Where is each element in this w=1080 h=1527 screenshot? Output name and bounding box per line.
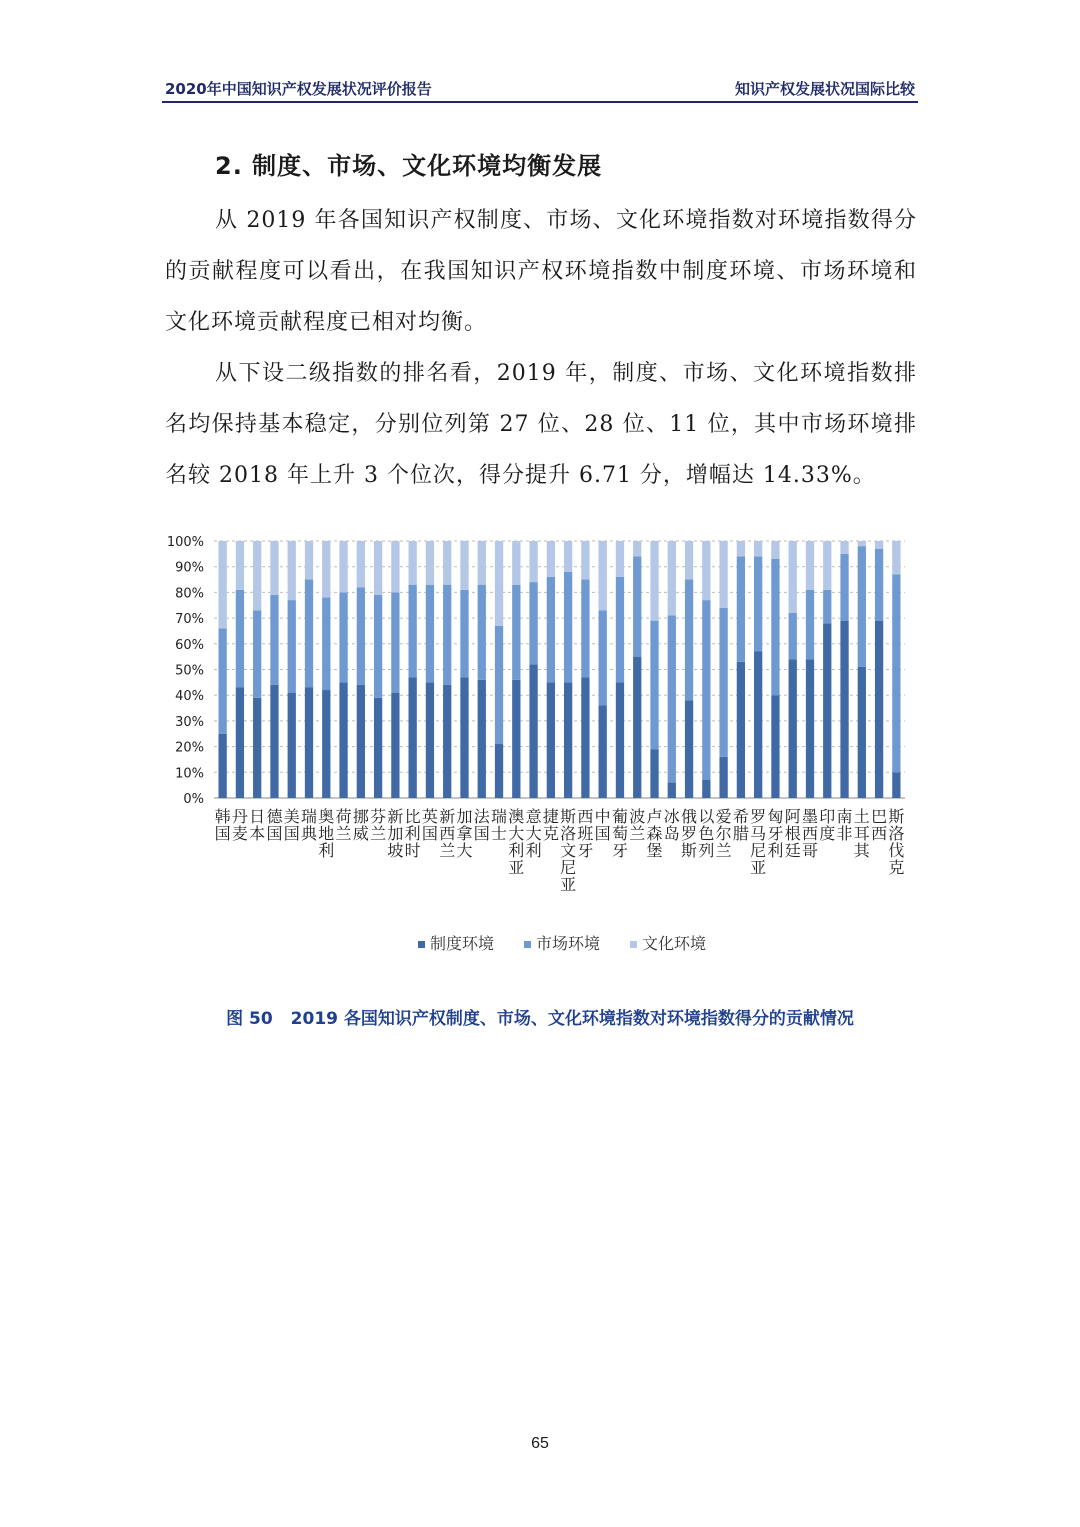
x-tick-label: 文	[560, 841, 577, 860]
x-tick-label: 俄	[681, 807, 698, 826]
x-tick-label: 墨	[801, 807, 818, 826]
bar-culture	[547, 541, 555, 577]
bar-institution	[702, 780, 710, 798]
x-tick-label: 国	[421, 824, 438, 843]
section-title: 2. 制度、市场、文化环境均衡发展	[215, 152, 603, 180]
x-tick-label: 国	[214, 824, 231, 843]
bar-culture	[581, 541, 589, 580]
x-tick-label: 荷	[335, 807, 352, 826]
bar-institution	[409, 677, 417, 798]
bar-institution	[288, 693, 296, 798]
bar-culture	[391, 541, 399, 592]
bar-culture	[409, 541, 417, 585]
bar-market	[478, 585, 486, 680]
x-tick-label: 兰	[629, 824, 646, 843]
bar-culture	[357, 541, 365, 587]
bar-culture	[840, 541, 848, 554]
x-tick-label: 利	[525, 841, 542, 860]
bar-market	[547, 577, 555, 682]
bar-culture	[270, 541, 278, 595]
x-tick-label: 南	[836, 807, 853, 826]
bar-institution	[581, 677, 589, 798]
x-tick-label: 尔	[715, 824, 732, 843]
bar-market	[789, 613, 797, 659]
bar-market	[702, 600, 710, 780]
y-tick-label: 100%	[166, 535, 204, 550]
bar-market	[305, 580, 313, 688]
bar-institution	[253, 698, 261, 798]
bar-institution	[685, 700, 693, 798]
x-tick-label: 坡	[387, 841, 404, 860]
bar-market	[253, 610, 261, 697]
y-tick-label: 30%	[175, 714, 204, 730]
bar-market	[892, 574, 900, 772]
x-tick-label: 西	[801, 824, 818, 843]
bar-culture	[288, 541, 296, 600]
x-tick-label: 英	[421, 807, 438, 826]
figure-caption	[0, 1004, 1080, 1029]
bar-market	[495, 626, 503, 744]
bar-institution	[443, 685, 451, 798]
legend-swatch	[524, 941, 531, 948]
bar-institution	[339, 682, 347, 798]
bar-culture	[460, 541, 468, 590]
bar-institution	[599, 705, 607, 798]
x-tick-label: 伐	[888, 841, 905, 860]
x-tick-label: 意	[525, 807, 542, 826]
bar-market	[616, 577, 624, 682]
x-tick-label: 国	[266, 824, 283, 843]
x-tick-label: 美	[283, 807, 300, 826]
bar-market	[529, 582, 537, 664]
bar-institution	[737, 662, 745, 798]
bar-culture	[719, 541, 727, 608]
x-tick-label: 色	[698, 824, 715, 843]
x-tick-label: 尼	[560, 858, 577, 877]
x-tick-label: 洛	[888, 824, 905, 843]
bar-culture	[771, 541, 779, 559]
bar-culture	[253, 541, 261, 610]
x-tick-label: 日	[249, 807, 266, 826]
bar-institution	[270, 685, 278, 798]
legend-label: 制度环境	[430, 934, 495, 953]
bar-market	[875, 549, 883, 621]
bar-culture	[650, 541, 658, 621]
bar-market	[685, 580, 693, 701]
x-tick-label: 牙	[767, 824, 784, 843]
x-tick-label: 芬	[370, 807, 387, 826]
x-tick-label: 国	[473, 824, 490, 843]
bar-market	[426, 585, 434, 683]
x-tick-label: 罗	[750, 807, 767, 826]
figure-caption-text: 2019 各国知识产权制度、市场、文化环境指数对环境指数得分的贡献情况	[290, 1009, 854, 1029]
bar-culture	[702, 541, 710, 600]
x-tick-label: 瑞	[301, 807, 318, 826]
bar-culture	[443, 541, 451, 585]
bar-market	[840, 554, 848, 621]
bar-market	[460, 590, 468, 677]
bar-market	[633, 556, 641, 656]
bar-institution	[754, 652, 762, 798]
x-tick-label: 萄	[611, 824, 628, 843]
x-tick-label: 爱	[715, 807, 732, 826]
x-tick-label: 国	[283, 824, 300, 843]
bar-market	[650, 621, 658, 750]
bar-culture	[633, 541, 641, 556]
bar-culture	[512, 541, 520, 585]
bar-institution	[495, 744, 503, 798]
bar-institution	[892, 772, 900, 798]
x-tick-label: 利	[318, 841, 335, 860]
x-tick-label: 廷	[784, 841, 801, 860]
x-tick-label: 耳	[853, 824, 870, 843]
bar-institution	[650, 749, 658, 798]
x-tick-label: 加	[387, 824, 404, 843]
y-tick-label: 20%	[175, 740, 204, 756]
bar-culture	[339, 541, 347, 592]
bar-institution	[218, 734, 226, 798]
bar-culture	[737, 541, 745, 556]
x-tick-label: 利	[404, 824, 421, 843]
bar-institution	[719, 757, 727, 798]
bar-institution	[616, 682, 624, 798]
x-tick-label: 西	[439, 824, 456, 843]
bar-institution	[858, 667, 866, 798]
x-tick-label: 大	[508, 824, 525, 843]
bar-culture	[892, 541, 900, 574]
bar-institution	[529, 664, 537, 798]
bar-institution	[547, 682, 555, 798]
x-tick-label: 根	[784, 824, 801, 843]
bar-institution	[512, 680, 520, 798]
bar-institution	[633, 657, 641, 798]
bar-institution	[357, 685, 365, 798]
x-tick-label: 法	[473, 807, 490, 826]
bar-culture	[858, 541, 866, 546]
bar-culture	[374, 541, 382, 595]
bar-institution	[236, 687, 244, 798]
header-chapter-title: 知识产权发展状况国际比较	[734, 80, 915, 98]
x-tick-label: 比	[404, 807, 421, 826]
bar-institution	[322, 690, 330, 798]
bar-culture	[236, 541, 244, 590]
y-tick-label: 50%	[175, 663, 204, 679]
x-tick-label: 威	[352, 824, 369, 843]
bar-market	[823, 590, 831, 623]
bar-institution	[478, 680, 486, 798]
x-tick-label: 奥	[318, 807, 335, 826]
figure-number: 图 50	[226, 1009, 273, 1029]
x-tick-label: 斯	[681, 841, 698, 860]
x-tick-label: 兰	[370, 824, 387, 843]
x-tick-label: 非	[836, 824, 853, 843]
x-tick-label: 利	[767, 841, 784, 860]
bar-culture	[875, 541, 883, 549]
bar-culture	[322, 541, 330, 598]
bar-market	[806, 590, 814, 659]
bar-market	[771, 559, 779, 695]
bar-institution	[668, 783, 676, 798]
x-tick-label: 大	[456, 841, 473, 860]
bar-culture	[564, 541, 572, 572]
bar-institution	[875, 621, 883, 798]
y-tick-label: 80%	[175, 586, 204, 602]
bar-market	[754, 556, 762, 651]
legend-swatch	[630, 941, 637, 948]
x-tick-label: 士	[491, 824, 508, 843]
x-tick-label: 典	[301, 824, 318, 843]
bar-institution	[426, 682, 434, 798]
x-tick-label: 加	[456, 807, 473, 826]
x-tick-label: 亚	[560, 875, 577, 894]
x-tick-label: 马	[750, 824, 767, 843]
bar-market	[339, 592, 347, 682]
x-tick-label: 牙	[577, 841, 594, 860]
bar-market	[218, 628, 226, 733]
x-tick-label: 丹	[231, 807, 248, 826]
bar-institution	[305, 687, 313, 798]
bar-culture	[806, 541, 814, 590]
x-tick-label: 尼	[750, 841, 767, 860]
legend-label: 市场环境	[536, 934, 601, 953]
x-tick-label: 土	[853, 807, 870, 826]
bar-culture	[685, 541, 693, 580]
x-tick-label: 葡	[611, 807, 628, 826]
header-divider	[162, 101, 918, 103]
bar-market	[858, 546, 866, 667]
legend-swatch	[418, 941, 425, 948]
x-tick-label: 本	[249, 824, 266, 843]
bar-culture	[599, 541, 607, 610]
bar-culture	[495, 541, 503, 626]
bar-market	[409, 585, 417, 678]
x-tick-label: 中	[594, 807, 611, 826]
x-tick-label: 利	[508, 841, 525, 860]
paragraph-2: 从下设二级指数的排名看，2019 年，制度、市场、文化环境指数排名均保持基本稳定，分别位列第 27 位、28 位、11 位，其中市场环境排名较 2018 年上升 3 个位次，得分提升 6.71 分，增幅达 14.33%。	[165, 361, 917, 488]
x-tick-label: 以	[698, 807, 715, 826]
x-tick-label: 澳	[508, 807, 525, 826]
bar-culture	[789, 541, 797, 613]
bar-institution	[564, 682, 572, 798]
bar-institution	[391, 693, 399, 798]
bar-institution	[840, 621, 848, 798]
x-tick-label: 兰	[439, 841, 456, 860]
x-tick-label: 麦	[231, 824, 248, 843]
x-tick-label: 新	[387, 807, 404, 826]
paragraph-1: 从 2019 年各国知识产权制度、市场、文化环境指数对环境指数得分的贡献程度可以看出，在我国知识产权环境指数中制度环境、市场环境和文化环境贡献程度已相对均衡。	[165, 208, 917, 335]
x-tick-label: 印	[819, 807, 836, 826]
bar-culture	[754, 541, 762, 556]
bar-institution	[806, 659, 814, 798]
x-tick-label: 哥	[801, 841, 818, 860]
bar-culture	[529, 541, 537, 582]
page-number: 65	[531, 1435, 549, 1452]
x-tick-label: 波	[629, 807, 646, 826]
bar-culture	[305, 541, 313, 580]
x-tick-label: 卢	[646, 807, 663, 826]
x-tick-label: 地	[318, 824, 335, 843]
x-tick-label: 洛	[560, 824, 577, 843]
x-tick-label: 兰	[335, 824, 352, 843]
x-tick-label: 兰	[715, 841, 732, 860]
bar-market	[512, 585, 520, 680]
x-tick-label: 德	[266, 807, 283, 826]
y-tick-label: 60%	[175, 637, 204, 653]
bar-market	[719, 608, 727, 757]
x-tick-label: 挪	[352, 807, 369, 826]
bar-institution	[374, 698, 382, 798]
x-tick-label: 岛	[663, 824, 680, 843]
bar-market	[564, 572, 572, 683]
x-tick-label: 希	[732, 807, 749, 826]
legend-label: 文化环境	[642, 934, 707, 953]
bar-culture	[668, 541, 676, 616]
x-tick-label: 牙	[611, 841, 628, 860]
bar-market	[288, 600, 296, 693]
x-tick-label: 捷	[542, 807, 559, 826]
x-tick-label: 班	[577, 824, 594, 843]
x-tick-label: 西	[577, 807, 594, 826]
x-tick-label: 其	[853, 841, 870, 860]
bar-institution	[460, 677, 468, 798]
y-tick-label: 90%	[175, 560, 204, 576]
y-tick-label: 10%	[175, 766, 204, 782]
x-tick-label: 斯	[560, 807, 577, 826]
bar-culture	[823, 541, 831, 590]
bar-market	[357, 587, 365, 685]
bar-market	[236, 590, 244, 688]
bar-culture	[218, 541, 226, 628]
bar-market	[270, 595, 278, 685]
x-tick-label: 罗	[681, 824, 698, 843]
bar-culture	[426, 541, 434, 585]
x-tick-label: 阿	[784, 807, 801, 826]
bar-market	[443, 585, 451, 685]
x-tick-label: 亚	[750, 858, 767, 877]
bar-market	[391, 592, 399, 692]
x-tick-label: 列	[698, 841, 715, 860]
bar-institution	[823, 623, 831, 798]
bar-culture	[616, 541, 624, 577]
x-tick-label: 时	[404, 841, 421, 860]
x-tick-label: 国	[594, 824, 611, 843]
x-tick-label: 腊	[732, 824, 749, 843]
x-tick-label: 匈	[767, 807, 784, 826]
bar-culture	[478, 541, 486, 585]
x-tick-label: 拿	[456, 824, 473, 843]
bar-institution	[771, 695, 779, 798]
bar-market	[668, 616, 676, 783]
y-tick-label: 40%	[175, 689, 204, 705]
bar-market	[599, 610, 607, 705]
x-tick-label: 亚	[508, 858, 525, 877]
y-tick-label: 0%	[183, 792, 204, 807]
x-tick-label: 堡	[646, 841, 663, 860]
bar-institution	[789, 659, 797, 798]
bar-market	[374, 595, 382, 698]
x-tick-label: 斯	[888, 807, 905, 826]
x-tick-label: 韩	[214, 807, 231, 826]
x-tick-label: 新	[439, 807, 456, 826]
stacked-bar-chart	[150, 525, 930, 970]
x-tick-label: 森	[646, 824, 663, 843]
x-tick-label: 巴	[871, 807, 888, 826]
header-report-title: 2020年中国知识产权发展状况评价报告	[165, 80, 432, 98]
x-tick-label: 克	[542, 824, 559, 843]
x-tick-label: 西	[871, 824, 888, 843]
x-tick-label: 度	[819, 824, 836, 843]
y-tick-label: 70%	[175, 612, 204, 628]
bar-market	[737, 556, 745, 661]
bar-market	[322, 598, 330, 691]
x-tick-label: 克	[888, 858, 905, 877]
x-tick-label: 冰	[663, 807, 680, 826]
bar-market	[581, 580, 589, 678]
x-tick-label: 瑞	[491, 807, 508, 826]
x-tick-label: 大	[525, 824, 542, 843]
